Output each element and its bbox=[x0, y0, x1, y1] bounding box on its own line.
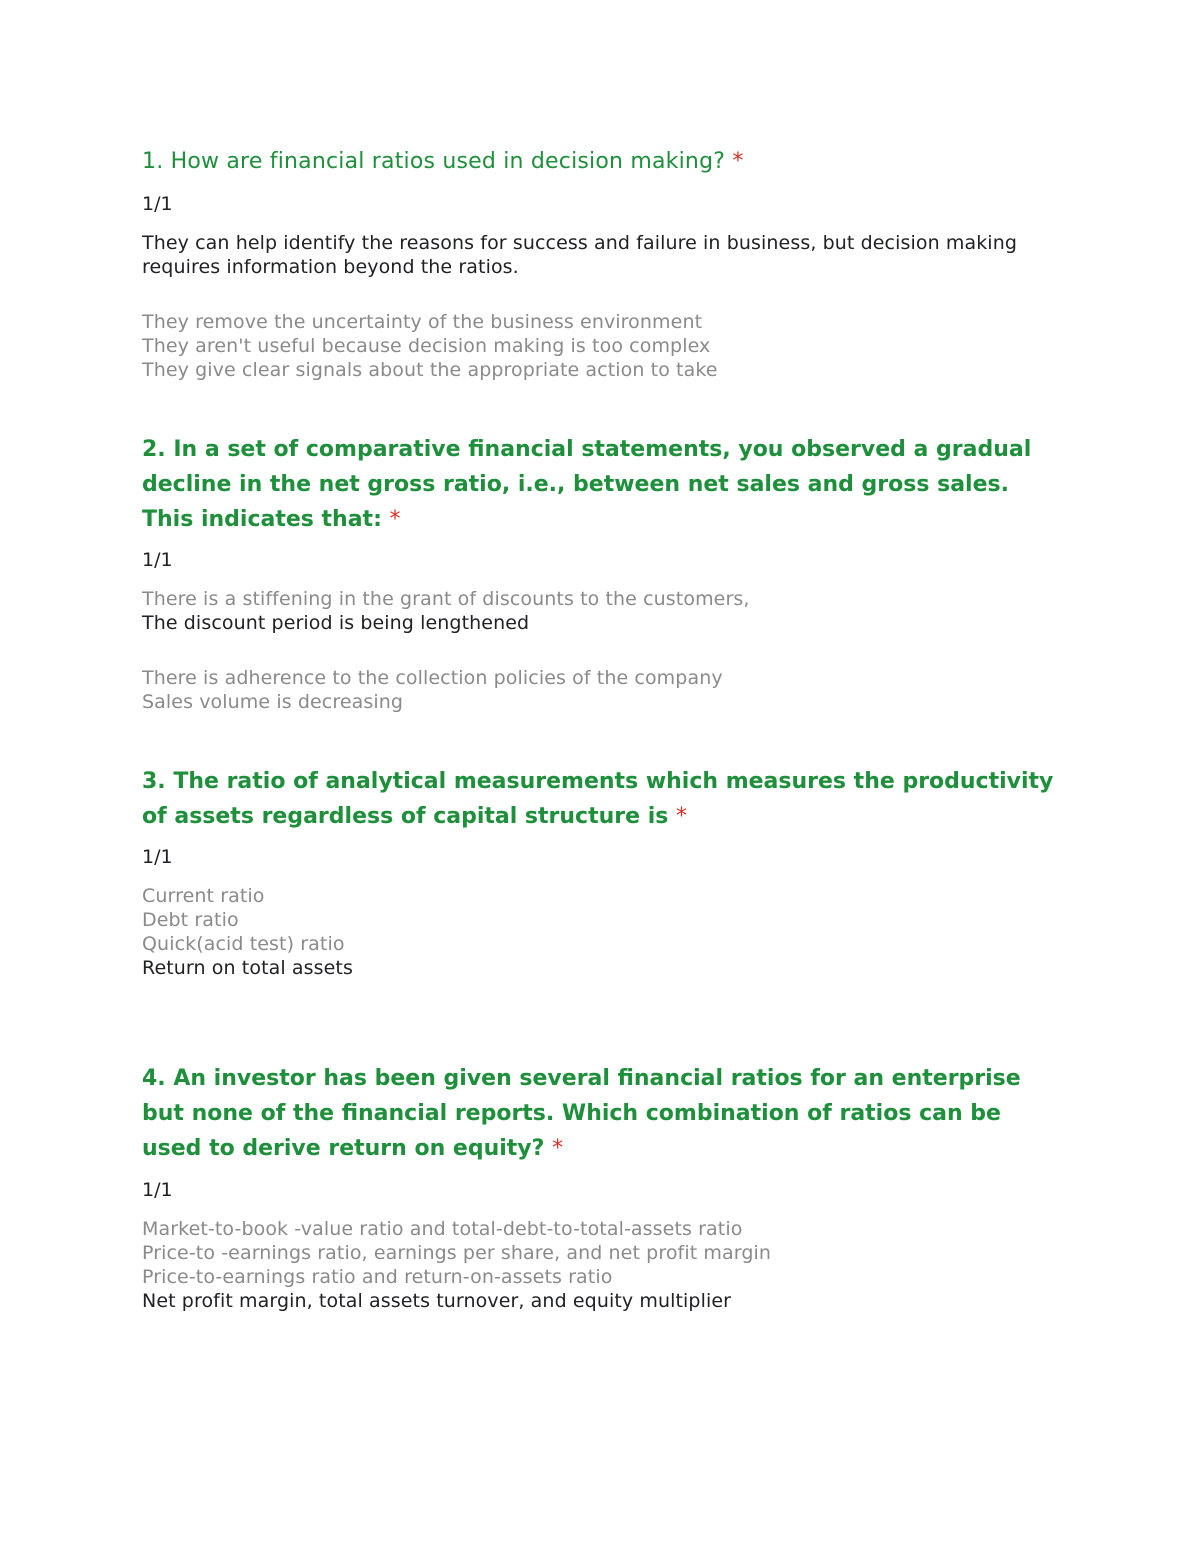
question-title bbox=[142, 764, 1062, 834]
answer-option: They remove the uncertainty of the business environment bbox=[142, 311, 703, 333]
answer-option-correct: Net profit margin, total assets turnover, and equity multiplier bbox=[142, 1290, 732, 1312]
required-asterisk: * bbox=[552, 1136, 564, 1161]
required-asterisk: * bbox=[676, 804, 688, 829]
answer-option: They aren't useful because decision making is too complex bbox=[142, 335, 711, 357]
required-asterisk: * bbox=[389, 507, 401, 532]
answer-option: Price-to -earnings ratio, earnings per share, and net profit margin bbox=[142, 1242, 772, 1264]
answer-option-correct: Return on total assets bbox=[142, 957, 353, 979]
answer-options bbox=[142, 884, 1062, 980]
question-score: 1/1 bbox=[142, 846, 173, 868]
answer-options bbox=[142, 231, 1062, 382]
question-score: 1/1 bbox=[142, 1179, 173, 1201]
answer-option: Price-to-earnings ratio and return-on-assets ratio bbox=[142, 1266, 613, 1288]
answer-option: They give clear signals about the appropriate action to take bbox=[142, 359, 718, 381]
question-text: 2. In a set of comparative financial statements, you observed a gradual decline in the net gross ratio, i.e., between net sales and gross sales. This indicates that: bbox=[142, 437, 1032, 532]
question-title bbox=[142, 432, 1062, 537]
answer-options bbox=[142, 1217, 1062, 1313]
question-title bbox=[142, 1061, 1062, 1166]
answer-option: Current ratio bbox=[142, 885, 265, 907]
answer-option-correct: The discount period is being lengthened bbox=[142, 612, 530, 634]
question-score: 1/1 bbox=[142, 549, 173, 571]
question-text: 1. How are financial ratios used in decision making? bbox=[142, 149, 726, 174]
answer-option-correct: They can help identify the reasons for success and failure in business, but decision making requires information beyond the ratios. bbox=[142, 232, 1017, 278]
question-text: 4. An investor has been given several financial ratios for an enterprise but none of the financial reports. Which combination of ratios can be used to derive return on equity? bbox=[142, 1066, 1021, 1161]
question-text: 3. The ratio of analytical measurements which measures the productivity of assets regardless of capital structure is bbox=[142, 769, 1054, 829]
question-score: 1/1 bbox=[142, 193, 173, 215]
answer-option: There is adherence to the collection policies of the company bbox=[142, 667, 723, 689]
answer-options bbox=[142, 587, 1062, 714]
question-title bbox=[142, 144, 1062, 179]
answer-option: Market-to-book -value ratio and total-debt-to-total-assets ratio bbox=[142, 1218, 743, 1240]
answer-option: There is a stiffening in the grant of discounts to the customers, bbox=[142, 588, 750, 610]
answer-option: Sales volume is decreasing bbox=[142, 691, 404, 713]
required-asterisk: * bbox=[732, 149, 744, 174]
answer-option: Quick(acid test) ratio bbox=[142, 933, 345, 955]
answer-option: Debt ratio bbox=[142, 909, 239, 931]
